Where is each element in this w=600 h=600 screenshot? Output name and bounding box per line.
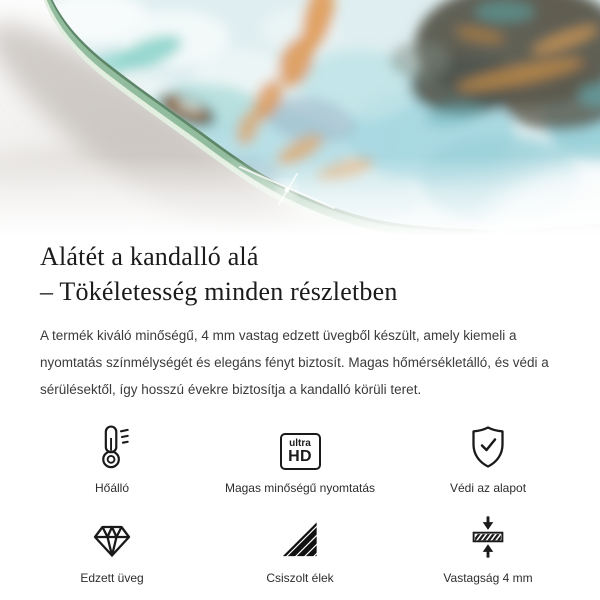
page-title-line2: – Tökéletesség minden részletben: [40, 277, 398, 306]
feature-item-protects-base: [394, 423, 582, 495]
thermometer-icon: [93, 423, 131, 470]
thickness-icon: [470, 514, 506, 560]
page-title-line1: Alátét a kandalló alá: [40, 242, 259, 271]
diamond-icon: [91, 521, 133, 560]
features-grid: [18, 423, 582, 585]
product-hero-image: [0, 0, 600, 236]
features-row-2: [18, 513, 582, 585]
feature-item-heat-resistant: [18, 423, 206, 495]
feature-label: Védi az alapot: [449, 481, 527, 495]
ultra-hd-icon: ultra HD: [280, 433, 321, 470]
shield-check-icon: [468, 424, 508, 470]
feature-label: Hőálló: [94, 481, 130, 495]
feature-item-polished-edges: [206, 513, 394, 585]
feature-label: Edzett üveg: [80, 571, 144, 585]
product-info-section: [0, 236, 600, 403]
glass-disc-graphic: [0, 0, 600, 236]
polished-edges-icon: [280, 519, 320, 560]
feature-label: Csiszolt élek: [266, 571, 334, 585]
feature-label: Magas minőségű nyomtatás: [224, 481, 376, 495]
feature-item-hd-print: [206, 423, 394, 495]
feature-label: Vastagság 4 mm: [443, 571, 533, 585]
page-title: [40, 236, 560, 309]
product-description: A termék kiváló minőségű, 4 mm vastag edzett üvegből készült, amely kiemeli a nyomtatás színmélységét és elegáns fényt biztosít. Magas hőmérsékletálló, és védi a sérülésektől, így hosszú évekre biztosítja a kandalló körüli teret.: [40, 328, 549, 397]
feature-item-thickness: [394, 513, 582, 585]
feature-item-tempered-glass: [18, 513, 206, 585]
features-row-1: [18, 423, 582, 495]
